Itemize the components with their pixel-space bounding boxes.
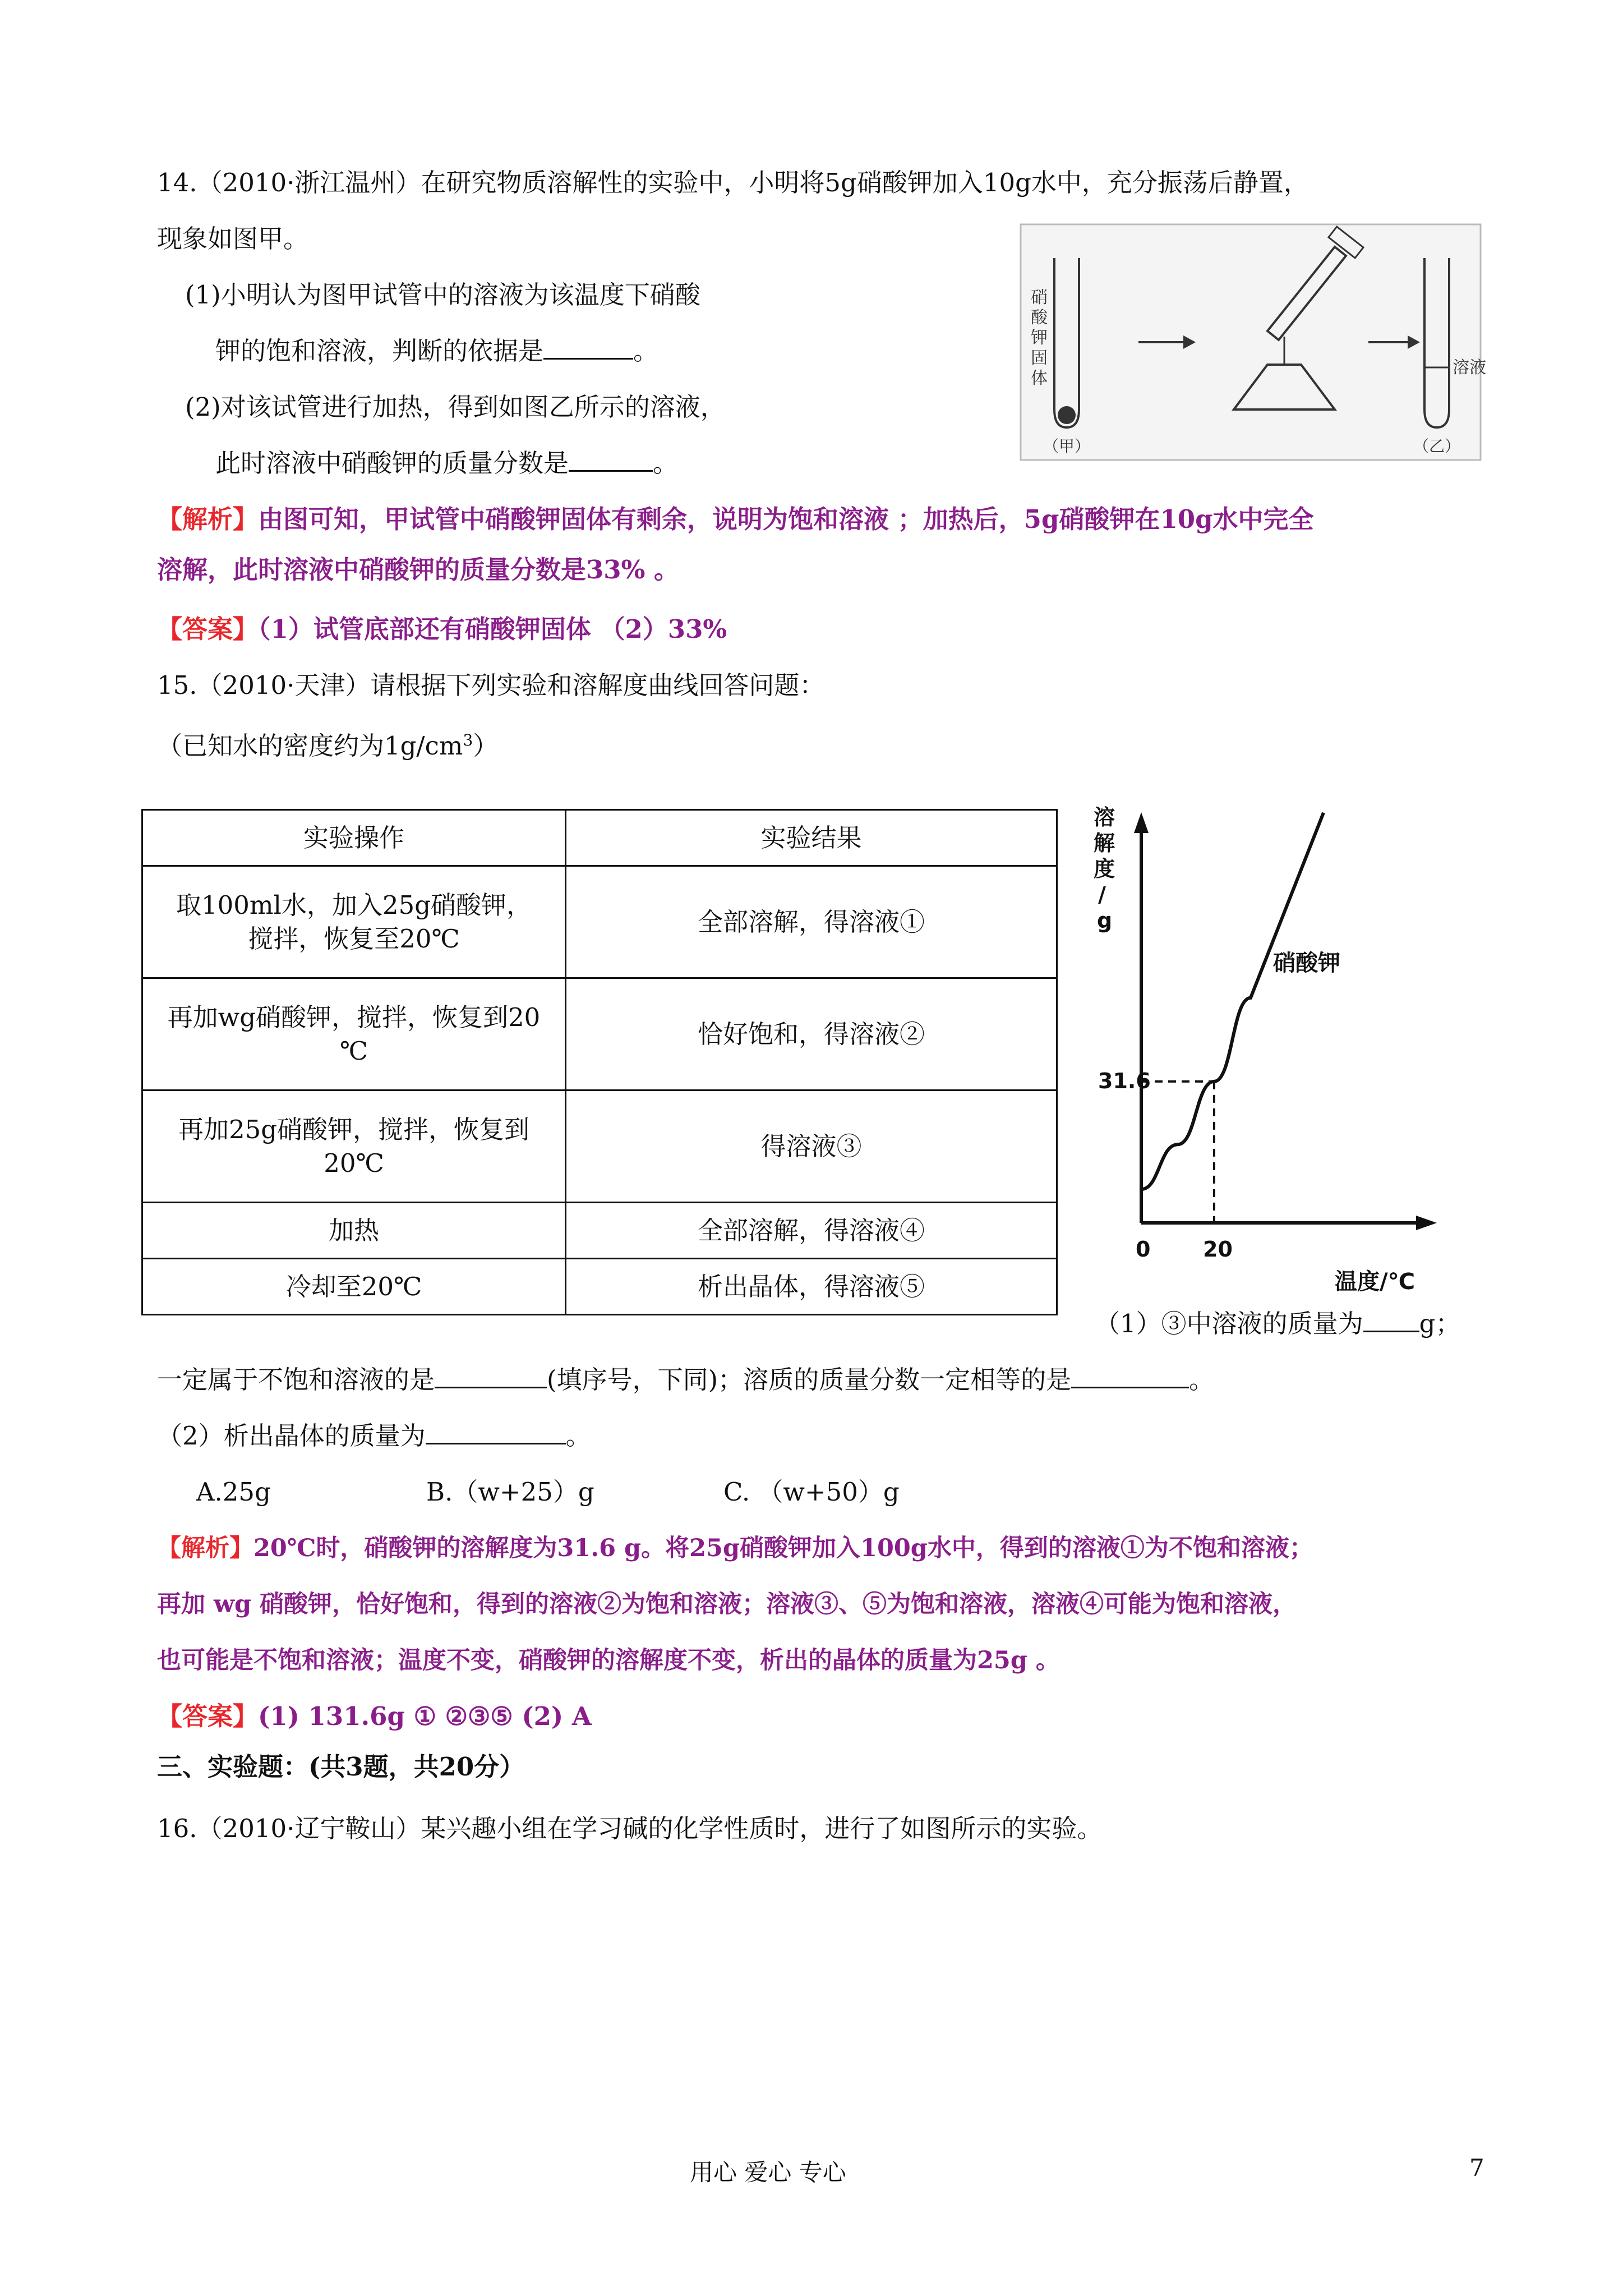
chart-y-arrow — [1134, 812, 1149, 833]
chart-x-arrow — [1416, 1216, 1437, 1230]
q14-part1-b: 钾的饱和溶液，判断的依据是 。 — [215, 336, 659, 366]
q14-line1: 14.（2010·浙江温州）在研究物质溶解性的实验中，小明将5g硝酸钾加入10g水中，充分振荡后静置， — [157, 168, 1309, 197]
footer-motto: 用心 爱心 专心 — [690, 2159, 846, 2186]
fig-label-left: 硝酸钾固体 — [1031, 288, 1048, 388]
section-3-heading: 三、实验题：(共3题，共20分） — [157, 1752, 525, 1782]
chart-series-label: 硝酸钾 — [1273, 950, 1340, 976]
q15-option-b: B.（w+25）g — [426, 1477, 594, 1507]
q14-test-tube-figure — [1021, 224, 1486, 460]
q14-answer-tag: 【答案】 — [157, 614, 259, 644]
q14-answer: 【答案】（1）试管底部还有硝酸钾固体 （2）33% — [157, 614, 727, 644]
table-cell-operation: 再加wg硝酸钾，搅拌，恢复到20 ℃ — [142, 978, 566, 1091]
table-row — [142, 978, 1057, 1091]
q15-blank-unsaturated[interactable] — [435, 1364, 547, 1388]
table-cell-operation: 加热 — [142, 1203, 566, 1259]
q15-analysis-line2: 再加 wg 硝酸钾，恰好饱和，得到的溶液②为饱和溶液；溶液③、⑤为饱和溶液，溶液④可能为饱和溶液， — [157, 1590, 1297, 1618]
q15-analysis-line3: 也可能是不饱和溶液；温度不变，硝酸钾的溶解度不变，析出的晶体的质量为25g 。 — [157, 1646, 1060, 1674]
table-header-result: 实验结果 — [566, 810, 1057, 866]
q14-part1-a: (1)小明认为图甲试管中的溶液为该温度下硝酸 — [185, 280, 700, 310]
table-row — [142, 1203, 1057, 1259]
q15-blank-equal-fraction[interactable] — [1071, 1364, 1189, 1388]
page-number: 7 — [1469, 2154, 1484, 2182]
chart-x-tick-0: 0 — [1136, 1237, 1151, 1262]
q14-blank-1[interactable] — [543, 335, 633, 360]
q15-experiment-table — [141, 809, 1058, 1315]
q14-part2-text: 此时溶液中硝酸钾的质量分数是 — [215, 448, 569, 478]
q15-q2: （2）析出晶体的质量为 。 — [157, 1421, 591, 1451]
q15-line2: （已知水的密度约为$1g/cm^3$） — [157, 731, 499, 761]
q15-blank-crystal-mass[interactable] — [426, 1420, 566, 1444]
chart-y-tick-31-6: 31.6 — [1098, 1068, 1151, 1093]
q15-q1-line2: 一定属于不饱和溶液的是 (填序号，下同)；溶质的质量分数一定相等的是 。 — [157, 1365, 1215, 1395]
q15-q1-tail: （1）③中溶液的质量为 g； — [1095, 1309, 1461, 1338]
q14-blank-2[interactable] — [569, 448, 653, 472]
chart-xlabel: 温度/℃ — [1335, 1269, 1415, 1295]
q16-line1: 16.（2010·辽宁鞍山）某兴趣小组在学习碱的化学性质时，进行了如图所示的实验。 — [157, 1814, 1103, 1843]
q15-option-c: C. （w+50）g — [723, 1477, 900, 1507]
table-cell-operation: 取100ml水，加入25g硝酸钾， 搅拌，恢复至20℃ — [142, 866, 566, 978]
table-cell-operation: 再加25g硝酸钾，搅拌，恢复到 20℃ — [142, 1091, 566, 1203]
q14-analysis-tag: 【解析】 — [157, 504, 259, 534]
fig-label-solution: 溶液 — [1453, 358, 1486, 378]
table-cell-result: 恰好饱和，得溶液② — [566, 978, 1057, 1091]
q14-analysis-line1: 【解析】由图可知，甲试管中硝酸钾固体有剩余，说明为饱和溶液 ；加热后，5g硝酸钾在10g水中完全 — [157, 504, 1314, 534]
q14-analysis-line2: 溶解，此时溶液中硝酸钾的质量分数是33% 。 — [157, 555, 680, 585]
q15-answer: 【答案】(1) 131.6g ① ②③⑤ (2) A — [157, 1701, 592, 1731]
table-cell-result: 析出晶体，得溶液⑤ — [566, 1259, 1057, 1315]
table-row — [142, 1091, 1057, 1203]
fig-caption-b: （乙） — [1413, 437, 1461, 455]
q14-part2-a: (2)对该试管进行加热，得到如图乙所示的溶液， — [185, 392, 726, 422]
q15-analysis-tag: 【解析】 — [157, 1534, 253, 1562]
q15-blank-mass[interactable] — [1363, 1308, 1419, 1332]
q15-answer-tag: 【答案】 — [157, 1701, 259, 1731]
q15-analysis-line1: 【解析】20℃时，硝酸钾的溶解度为31.6 g。将25g硝酸钾加入100g水中，得到的溶液①为不饱和溶液； — [157, 1534, 1313, 1562]
chart-x-tick-20: 20 — [1203, 1237, 1233, 1262]
q14-part2-b: 此时溶液中硝酸钾的质量分数是 。 — [215, 448, 679, 478]
table-cell-result: 全部溶解，得溶液④ — [566, 1203, 1057, 1259]
fig-caption-a: （甲） — [1043, 437, 1091, 455]
solubility-curve-chart — [1088, 802, 1481, 1296]
table-header-operation: 实验操作 — [142, 810, 566, 866]
table-row — [142, 1259, 1057, 1315]
q14-part1-text: 钾的饱和溶液，判断的依据是 — [215, 336, 544, 366]
chart-series-kno3-line — [1141, 813, 1324, 1189]
table-cell-operation: 冷却至20℃ — [142, 1259, 566, 1315]
q15-line1: 15.（2010·天津）请根据下列实验和溶解度曲线回答问题： — [157, 670, 825, 700]
q14-line2: 现象如图甲。 — [157, 224, 309, 254]
table-row — [142, 866, 1057, 978]
table-cell-result: 全部溶解，得溶液① — [566, 866, 1057, 978]
chart-ylabel: 溶解度/ g — [1094, 805, 1115, 933]
table-cell-result: 得溶液③ — [566, 1091, 1057, 1203]
q15-option-a: A.25g — [196, 1477, 271, 1507]
